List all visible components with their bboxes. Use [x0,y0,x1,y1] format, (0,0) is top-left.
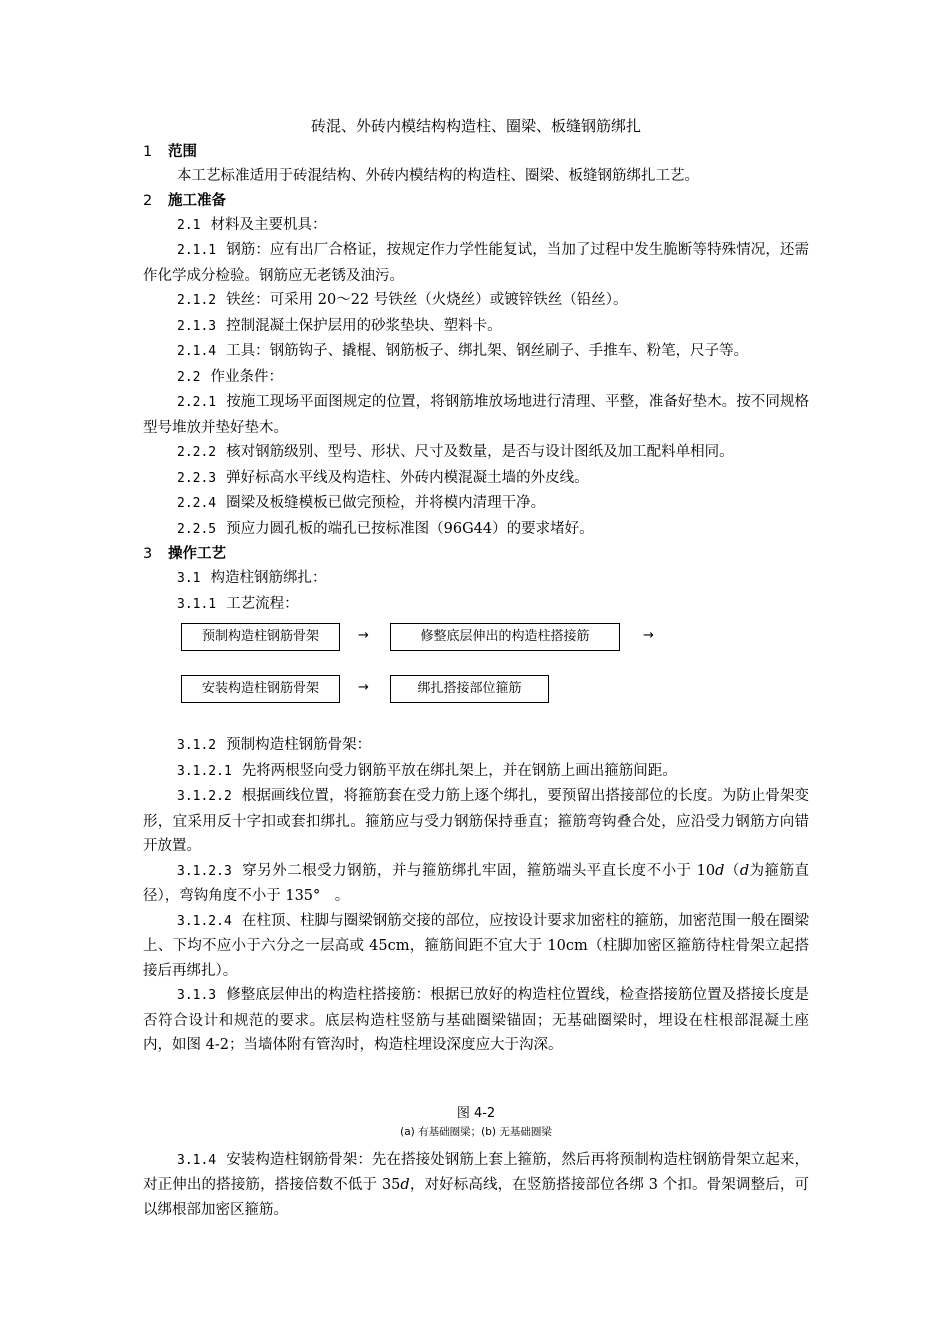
flow-arrow: → [643,628,654,643]
clause-number: 2.2.1 [177,395,217,410]
clause-text: 为箍筋直径），弯钩角度不小于 135° 。 [143,862,810,904]
variable-d: d [739,862,750,879]
flow-arrow: → [358,628,369,643]
clause-text: 安装构造柱钢筋骨架：先在搭接处钢筋上套上箍筋，然后再将预制构造柱钢筋骨架立起来，对正伸出的搭接筋，搭接倍数不低于 35 [143,1151,809,1193]
clause-number: 2.1.2 [177,293,217,308]
clause-3-1-3 [143,983,809,1058]
figure-title: 图 4-2 [456,1105,496,1121]
clause-text: 预制构造柱钢筋骨架： [226,737,372,753]
clause-text: 先将两根竖向受力钢筋平放在绑扎架上，并在钢筋上画出箍筋间距。 [241,762,677,779]
section-2-heading [143,189,809,213]
flow-arrow: → [358,680,369,695]
clause-number: 3.1.2 [177,738,217,753]
clause-number: 3.1.1 [177,596,217,612]
clause-2-2-5 [143,517,809,543]
clause-text: 构造柱钢筋绑扎： [210,570,327,586]
section-number: 3 [143,546,153,562]
variable-d: d [715,862,725,879]
clause-text: 钢筋：应有出厂合格证，按规定作力学性能复试，当加了过程中发生脆断等特殊情况，还需作化学成分检验。钢筋应无老锈及油污。 [143,242,809,284]
scope-paragraph: 本工艺标准适用于砖混结构、外砖内模结构的构造柱、圈梁、板缝钢筋绑扎工艺。 [177,168,699,184]
clause-number: 3.1 [177,571,201,586]
clause-text: 控制混凝土保护层用的砂浆垫块、塑料卡。 [226,317,502,334]
clause-2-1-2 [143,288,809,314]
clause-3-1-2 [143,733,809,759]
clause-2-1 [143,213,809,239]
clause-text: 核对钢筋级别、型号、形状、尺寸及数量，是否与设计图纸及加工配料单相同。 [226,444,734,460]
clause-number: 3.1.4 [177,1152,217,1168]
clause-number: 2.2.4 [177,496,217,511]
clause-2-2 [143,365,809,391]
clause-2-2-4 [143,491,809,517]
clause-text: 预应力圆孔板的端孔已按标准图（96G44）的要求堵好。 [226,520,594,537]
clause-text: 按施工现场平面图规定的位置，将钢筋堆放场地进行清理、平整，准备好垫木。按不同规格型号堆放并垫好垫木。 [143,394,809,436]
flow-step-tie-stirrups: 绑扎搭接部位箍筋 [390,675,549,703]
clause-text: 根据画线位置，将箍筋套在受力筋上逐个绑扎，要预留出搭接部位的长度。为防止骨架变形，宜采用反十字扣或套扣绑扎。箍筋应与受力钢筋保持垂直；箍筋弯钩叠合处，应沿受力钢筋方向错开放置。 [143,788,809,854]
clause-2-1-1 [143,238,809,288]
clause-number: 2.2.3 [177,470,217,486]
clause-2-2-1 [143,390,809,440]
flow-step-trim-lap-bars: 修整底层伸出的构造柱搭接筋 [390,623,620,651]
clause-2-1-3 [143,314,809,340]
clause-number: 2.2.5 [177,521,217,537]
clause-text: 修整底层伸出的构造柱搭接筋：根据已放好的构造柱位置线，检查搭接筋位置及搭接长度是否符合设计和规范的要求。底层构造柱竖筋与基础圈梁锚固；无基础圈梁时，埋设在柱根部混凝土座内，如图 4-2；当墙体附有管沟时，构造柱埋设深度应大于沟深。 [143,987,809,1053]
section-title: 范围 [168,144,197,160]
clause-number: 2.1.3 [177,318,217,334]
clause-number: 3.1.2.1 [177,763,232,779]
clause-text: 材料及主要机具： [210,216,327,233]
clause-text: 铁丝：可采用 20～22 号铁丝（火烧丝）或镀锌铁丝（铅丝）。 [226,292,628,308]
document-title: 砖混、外砖内模结构构造柱、圈梁、板缝钢筋绑扎 [310,117,641,135]
clause-text: 工具：钢筋钩子、撬棍、钢筋板子、绑扎架、钢丝刷子、手推车、粉笔，尺子等。 [226,343,749,359]
clause-number: 2.1 [177,217,201,233]
clause-number: 3.1.2.3 [177,863,232,879]
clause-2-2-2 [143,440,809,466]
clause-number: 2.2.2 [177,445,217,460]
clause-number: 3.1.2.4 [177,913,232,929]
clause-2-1-4 [143,339,809,365]
clause-3-1 [143,566,809,592]
clause-3-1-1 [143,592,809,618]
clause-3-1-2-1 [143,759,809,785]
clause-number: 2.2 [177,369,201,385]
section-1-heading [143,140,809,164]
clause-number: 3.1.3 [177,988,217,1003]
clause-text: （ [724,862,740,879]
section-title: 施工准备 [168,192,226,209]
clause-3-1-2-2 [143,784,809,859]
clause-3-1-2-4 [143,909,809,984]
clause-text: 弹好标高水平线及构造柱、外砖内模混凝土墙的外皮线。 [226,469,589,486]
section-3-heading [143,542,809,566]
clause-number: 2.1.4 [177,344,217,359]
figure-caption: (a) 有基础圈梁；(b) 无基础圈梁 [400,1125,552,1138]
document-body [143,114,809,1222]
clause-text: 工艺流程： [226,595,299,612]
clause-number: 2.1.1 [177,243,217,258]
clause-number: 3.1.2.2 [177,789,232,804]
process-flow-diagram [143,623,809,733]
variable-d: d [400,1177,410,1193]
flow-step-install-cage: 安装构造柱钢筋骨架 [181,675,340,703]
clause-3-1-2-3 [143,859,809,909]
clause-text: 在柱顶、柱脚与圈梁钢筋交接的部位，应按设计要求加密柱的箍筋，加密范围一般在圈梁上、下均不应小于六分之一层高或 45cm，箍筋间距不宜大于 10cm（柱脚加密区箍筋待柱骨架立起搭接后再绑扎）。 [143,912,809,979]
section-title: 操作工艺 [168,546,226,562]
clause-text: ，对好标高线，在竖筋搭接部位各绑 3 个扣。骨架调整后，可以绑根部加密区箍筋。 [143,1177,809,1218]
clause-text: 穿另外二根受力钢筋，并与箍筋绑扎牢固，箍筋端头平直长度不小于 10 [241,862,716,879]
clause-text: 圈梁及板缝模板已做完预检，并将模内清理干净。 [226,495,546,511]
section-number: 1 [143,144,153,160]
clause-2-2-3 [143,466,809,492]
flow-step-prefabricate: 预制构造柱钢筋骨架 [181,623,340,651]
clause-text: 作业条件： [210,368,283,385]
clause-3-1-4 [143,1148,809,1223]
section-number: 2 [143,192,153,209]
